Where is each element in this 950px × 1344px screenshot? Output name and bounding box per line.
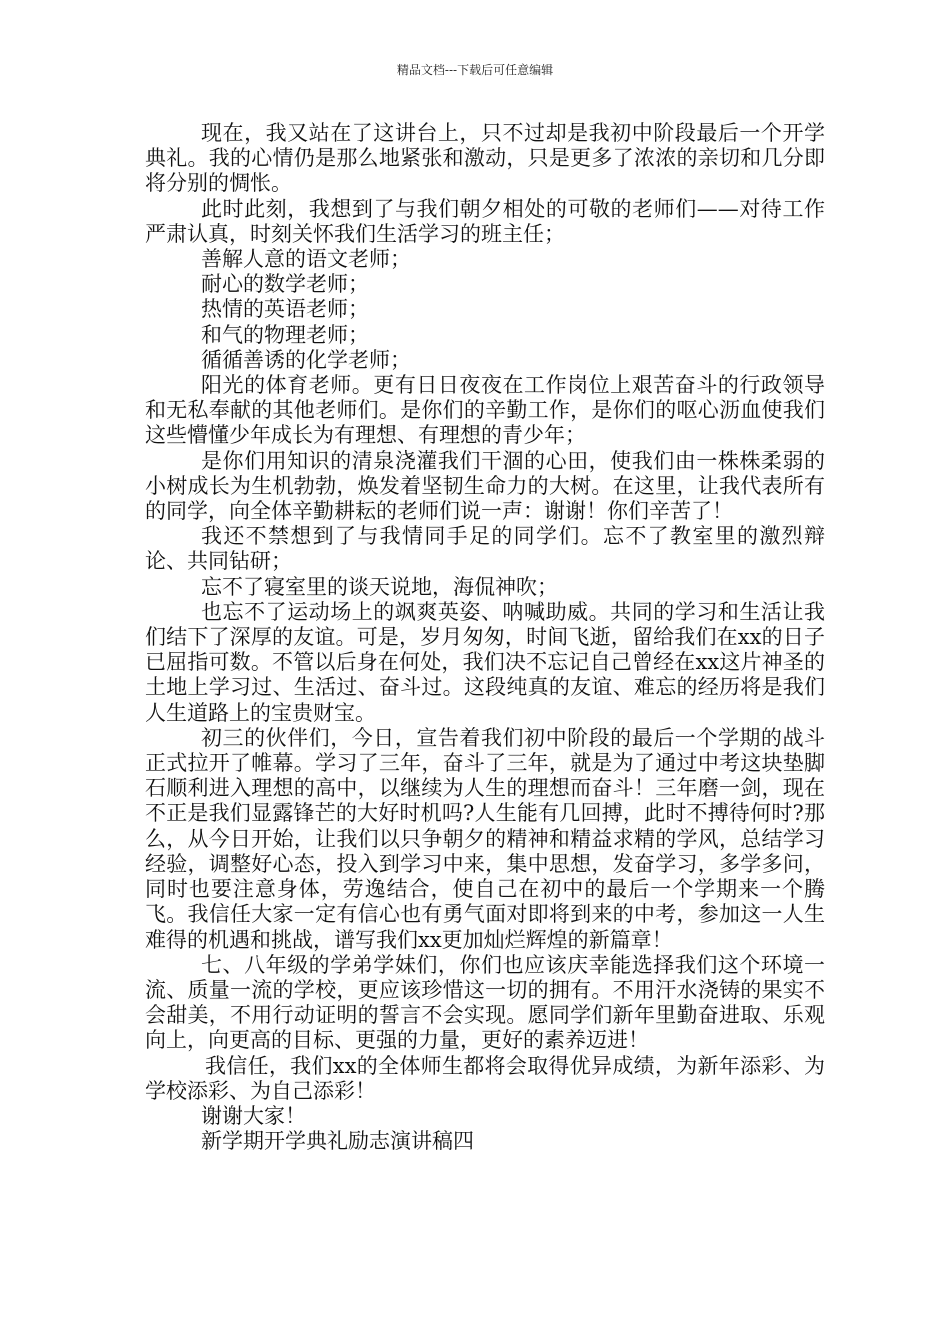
paragraph: 七、八年级的学弟学妹们，你们也应该庆幸能选择我们这个环境一流、质量一流的学校，更应该珍惜这一切的拥有。不用汗水浇铸的果实不会甜美，不用行动证明的誓言不会实现。愿同学们新年里勤奋进取、乐观向上，向更高的目标、更强的力量，更好的素养迈进！ — [145, 952, 825, 1053]
paragraph: 也忘不了运动场上的飒爽英姿、呐喊助威。共同的学习和生活让我们结下了深厚的友谊。可是，岁月匆匆，时间飞逝，留给我们在xx的日子已屈指可数。不管以后身在何处，我们决不忘记自己曾经在xx这片神圣的土地上学习过、生活过、奋斗过。这段纯真的友谊、难忘的经历将是我们人生道路上的宝贵财宝。 — [145, 599, 825, 725]
paragraph: 循循善诱的化学老师； — [201, 347, 411, 372]
paragraph: 热情的英语老师； — [201, 297, 369, 322]
paragraph: 此时此刻，我想到了与我们朝夕相处的可敬的老师们——对待工作严肃认真，时刻关怀我们生活学习的班主任； — [145, 196, 825, 246]
paragraph: 忘不了寝室里的谈天说地，海侃神吹； — [201, 574, 558, 599]
section-title: 新学期开学典礼励志演讲稿四 — [201, 1129, 474, 1154]
paragraph: 和气的物理老师； — [201, 322, 369, 347]
page-header: 精品文档---下载后可任意编辑 — [396, 63, 554, 77]
paragraph: 善解人意的语文老师； — [201, 247, 411, 272]
paragraph: 是你们用知识的清泉浇灌我们干涸的心田，使我们由一株株柔弱的小树成长为生机勃勃，焕发着坚韧生命力的大树。在这里，让我代表所有的同学，向全体辛勤耕耘的老师们说一声：谢谢！你们辛苦了！ — [145, 448, 825, 524]
paragraph: 初三的伙伴们，今日，宣告着我们初中阶段的最后一个学期的战斗正式拉开了帷幕。学习了三年，奋斗了三年，就是为了通过中考这块垫脚石顺利进入理想的高中，以继续为人生的理想而奋斗！三年磨一剑，现在不正是我们显露锋芒的大好时机吗?人生能有几回搏，此时不搏待何时?那么，从今日开始，让我们以只争朝夕的精神和精益求精的学风，总结学习经验，调整好心态，投入到学习中来，集中思想，发奋学习，多学多问，同时也要注意身体，劳逸结合，使自己在初中的最后一个学期来一个腾飞。我信任大家一定有信心也有勇气面对即将到来的中考，参加这一人生难得的机遇和挑战，谱写我们xx更加灿烂辉煌的新篇章！ — [145, 725, 825, 952]
paragraph: 现在，我又站在了这讲台上，只不过却是我初中阶段最后一个开学典礼。我的心情仍是那么地紧张和激动，只是更多了浓浓的亲切和几分即将分别的惆怅。 — [145, 121, 825, 196]
document-body — [145, 121, 825, 1154]
paragraph: 我还不禁想到了与我情同手足的同学们。忘不了教室里的激烈辩论、共同钻研； — [145, 524, 825, 574]
paragraph: 阳光的体育老师。更有日日夜夜在工作岗位上艰苦奋斗的行政领导和无私奉献的其他老师们。是你们的辛勤工作，是你们的呕心沥血使我们这些懵懂少年成长为有理想、有理想的青少年； — [145, 373, 825, 448]
paragraph: 耐心的数学老师； — [201, 272, 369, 297]
paragraph: 谢谢大家！ — [201, 1103, 306, 1128]
paragraph: 我信任，我们xx的全体师生都将会取得优异成绩，为新年添彩、为学校添彩、为自己添彩！ — [145, 1053, 825, 1103]
